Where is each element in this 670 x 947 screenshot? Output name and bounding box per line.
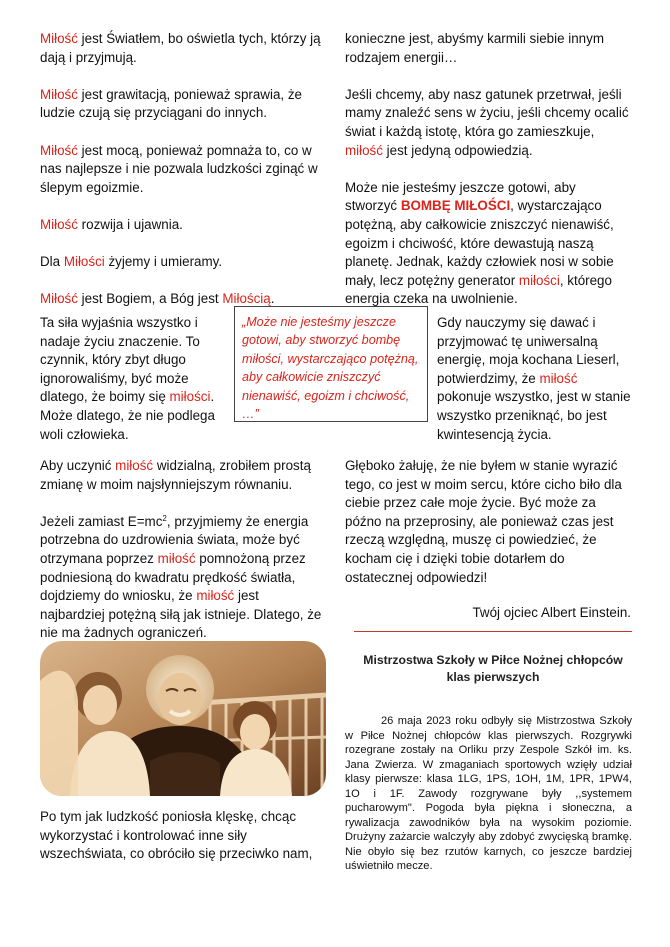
paragraph: Miłość jest mocą, ponieważ pomnaża to, co w nas najlepsze i nie pozwala ludzkości zginąć w ślepym egoizmie. <box>40 142 318 195</box>
paragraph-left-bottom: Po tym jak ludzkość poniosła klęskę, chcąc wykorzystać i kontrolować inne siły wszechświata, co obróciło się przeciwko nam, <box>40 809 313 862</box>
einstein-with-children-photo <box>40 641 326 796</box>
pull-quote-box: „Może nie jesteśmy jeszcze gotowi, aby stworzyć bombę miłości, wystarczająco potężną, aby całkowicie zniszczyć nienawiść, egoizm i chciwość, …” <box>234 306 428 422</box>
paragraph: Może nie jesteśmy jeszcze gotowi, aby stworzyć BOMBĘ MIŁOŚCI, wystarczająco potężną, aby całkowicie zniszczyć nienawiść, egoizm i chciwość, które dewastują naszą planetę. Jednak, każdy człowiek nosi w sobie mały, lecz potężny generator miłości, którego energia czeka na uwolnienie. <box>345 179 614 307</box>
paragraph: Miłość jest Bogiem, a Bóg jest Miłością. <box>40 291 275 307</box>
paragraph-right-mid: Gdy nauczymy się dawać i przyjmować tę uniwersalną energię, moja kochana Lieserl, potwierdzimy, że miłość pokonuje wszystko, jest w stanie wszystko przeniknąć, bo jest kwintesencją życia. <box>437 315 631 442</box>
paragraph: Miłość jest Światłem, bo oświetla tych, którzy ją dają i przyjmują. <box>40 31 321 65</box>
paragraph: Jeżeli zamiast $E=mc^2$, przyjmiemy że energia potrzebna do uzdrowienia świata, może być otrzymana poprzez miłość pomnożoną przez podniesioną do kwadratu prędkość światła, dojdziemy do wniosku, że miłość jest najbardziej potężną siłą jak istnieje. Dlatego, że nie ma żadnych ograniczeń. <box>40 513 322 641</box>
closing-paragraphs <box>345 457 631 622</box>
paragraph: Miłość rozwija i ujawnia. <box>40 216 183 232</box>
section-divider <box>354 631 632 632</box>
article-title: Mistrzostwa Szkoły w Piłce Nożnej chłopców klas pierwszych <box>363 653 623 684</box>
photo-illustration <box>40 641 326 796</box>
love-paragraphs-left <box>40 30 325 328</box>
paragraph: konieczne jest, abyśmy karmili siebie innym rodzajem energii… <box>345 31 604 65</box>
love-paragraphs-right <box>345 30 631 328</box>
paragraph: Miłość jest grawitacją, ponieważ sprawia, że ludzie czują się przyciągani do innych. <box>40 86 302 121</box>
paragraph: Jeśli chcemy, aby nasz gatunek przetrwał, jeśli mamy znaleźć sens w życiu, jeśli chcemy ocalić świat i każdą istotę, która go zamieszkuje, miłość jest jedyną odpowiedzią. <box>345 86 629 158</box>
paragraph-left-mid: Ta siła wyjaśnia wszystko i nadaje życiu znaczenie. To czynnik, który zbyt długo ignorowaliśmy, być może dlatego, że boimy się miłości. Może dlatego, że nie podlega woli człowieka. <box>40 315 215 442</box>
article-body: 26 maja 2023 roku odbyły się Mistrzostwa Szkoły w Piłce Nożnej chłopców klas pierwszych. Rozgrywki rozegrane zostały na Orliku przy Zespole Szkół im. ks. Jana Zwierza. W zmaganiach sportowych wzięły udział klasy pierwsze: klasa 1LG, 1PS, 1OH, 1M, 1PR, 1PW4, 1O i 1F. Zawody rozgrywane były ,,systemem pucharowym". Pogoda była piękna i słoneczna, a rywalizacja zawodników była na wysokim poziomie. Drużyny zażarcie walczyły aby zdobyć zwycięską bramkę. Nie obyło się bez rzutów karnych, co jeszcze bardziej uświetniło mecze. <box>345 715 632 872</box>
paragraph: Aby uczynić miłość widzialną, zrobiłem prostą zmianę w moim najsłynniejszym równaniu. <box>40 458 311 492</box>
signature: Twój ojciec Albert Einstein. <box>472 604 631 620</box>
paragraph: Głęboko żałuję, że nie byłem w stanie wyrazić tego, co jest w moim sercu, które cicho biło dla ciebie przez całe moje życie. Być może za późno na przeprosiny, ale ponieważ czas jest rzeczą względną, muszę ci powiedzieć, że kocham cię i dzięki tobie dotarłem do ostatecznej odpowiedzi! <box>345 458 622 585</box>
paragraph: Dla Miłości żyjemy i umieramy. <box>40 254 223 270</box>
equation-paragraphs <box>40 457 325 662</box>
